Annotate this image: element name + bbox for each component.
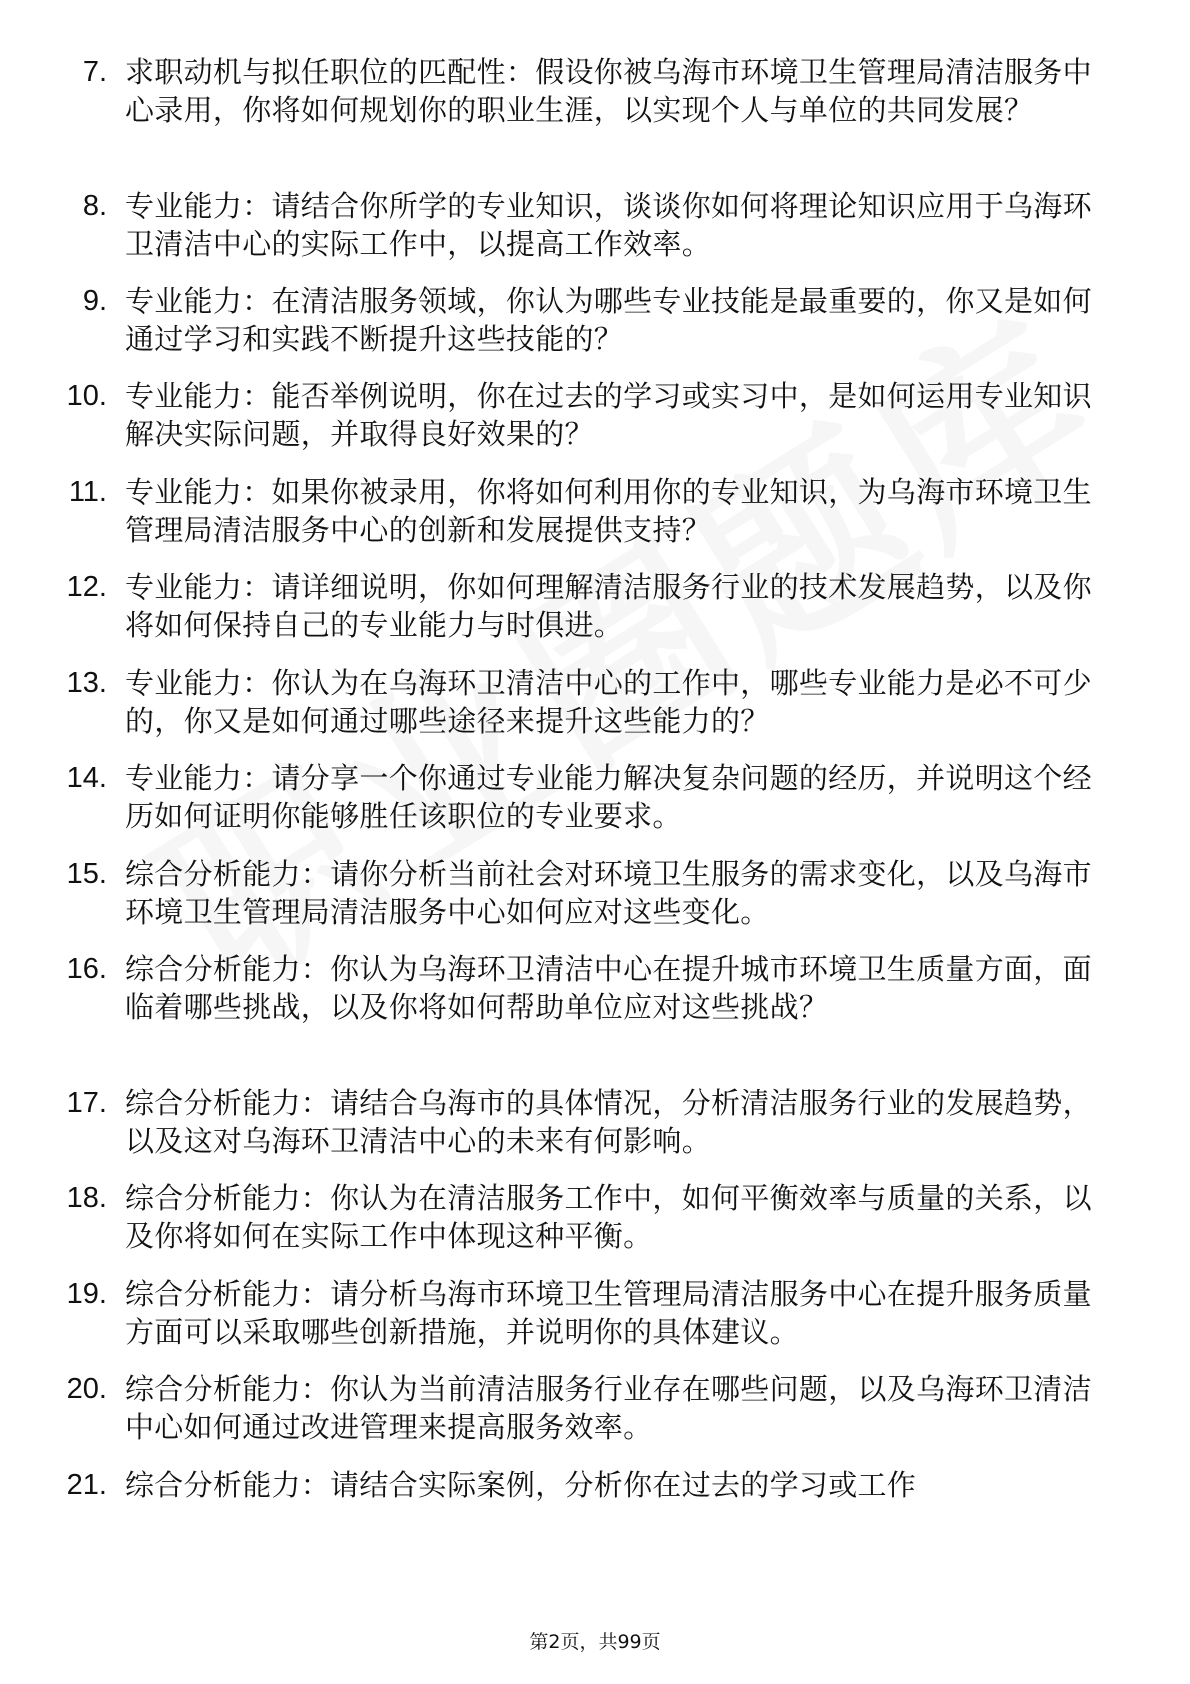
question-number: 9. bbox=[82, 285, 107, 317]
question-number: 10. bbox=[66, 380, 107, 412]
question-number: 18. bbox=[66, 1182, 107, 1214]
question-number: 21. bbox=[66, 1469, 107, 1501]
question-text: 专业能力：能否举例说明，你在过去的学习或实习中，是如何运用专业知识解决实际问题，并取得良好效果的？ bbox=[125, 379, 1092, 451]
question-number: 19. bbox=[66, 1278, 107, 1310]
question-text: 综合分析能力：请结合乌海市的具体情况，分析清洁服务行业的发展趋势，以及这对乌海环卫清洁中心的未来有何影响。 bbox=[125, 1086, 1092, 1158]
question-number: 12. bbox=[66, 571, 107, 603]
page-footer: 第2页，共99页 bbox=[529, 1631, 661, 1653]
question-text: 综合分析能力：你认为在清洁服务工作中，如何平衡效率与质量的关系，以及你将如何在实际工作中体现这种平衡。 bbox=[125, 1181, 1092, 1253]
question-text: 综合分析能力：你认为当前清洁服务行业存在哪些问题，以及乌海环卫清洁中心如何通过改进管理来提高服务效率。 bbox=[125, 1372, 1092, 1444]
question-number: 8. bbox=[82, 190, 107, 222]
question-text: 专业能力：请详细说明，你如何理解清洁服务行业的技术发展趋势，以及你将如何保持自己的专业能力与时俱进。 bbox=[125, 570, 1092, 642]
question-number: 15. bbox=[66, 858, 107, 890]
question-text: 综合分析能力：请结合实际案例，分析你在过去的学习或工作 bbox=[125, 1468, 917, 1502]
question-text: 综合分析能力：请分析乌海市环境卫生管理局清洁服务中心在提升服务质量方面可以采取哪些创新措施，并说明你的具体建议。 bbox=[125, 1277, 1092, 1349]
question-text: 求职动机与拟任职位的匹配性：假设你被乌海市环境卫生管理局清洁服务中心录用，你将如何规划你的职业生涯，以实现个人与单位的共同发展？ bbox=[125, 55, 1092, 127]
question-text: 专业能力：请结合你所学的专业知识，谈谈你如何将理论知识应用于乌海环卫清洁中心的实际工作中，以提高工作效率。 bbox=[125, 189, 1092, 261]
question-text: 综合分析能力：你认为乌海环卫清洁中心在提升城市环境卫生质量方面，面临着哪些挑战，以及你将如何帮助单位应对这些挑战？ bbox=[125, 952, 1092, 1024]
question-number: 11. bbox=[68, 476, 107, 508]
question-number: 16. bbox=[66, 953, 107, 985]
question-number: 20. bbox=[66, 1373, 107, 1405]
question-text: 专业能力：在清洁服务领域，你认为哪些专业技能是最重要的，你又是如何通过学习和实践不断提升这些技能的？ bbox=[125, 284, 1092, 356]
question-text: 专业能力：如果你被录用，你将如何利用你的专业知识，为乌海市环境卫生管理局清洁服务中心的创新和发展提供支持？ bbox=[125, 475, 1092, 547]
question-text: 专业能力：你认为在乌海环卫清洁中心的工作中，哪些专业能力是必不可少的，你又是如何通过哪些途径来提升这些能力的？ bbox=[125, 666, 1092, 738]
question-number: 7. bbox=[82, 56, 107, 88]
question-text: 专业能力：请分享一个你通过专业能力解决复杂问题的经历，并说明这个经历如何证明你能够胜任该职位的专业要求。 bbox=[125, 761, 1092, 833]
question-number: 17. bbox=[66, 1087, 107, 1119]
question-number: 13. bbox=[66, 667, 107, 699]
question-text: 综合分析能力：请你分析当前社会对环境卫生服务的需求变化，以及乌海市环境卫生管理局清洁服务中心如何应对这些变化。 bbox=[125, 857, 1092, 929]
question-number: 14. bbox=[66, 762, 107, 794]
